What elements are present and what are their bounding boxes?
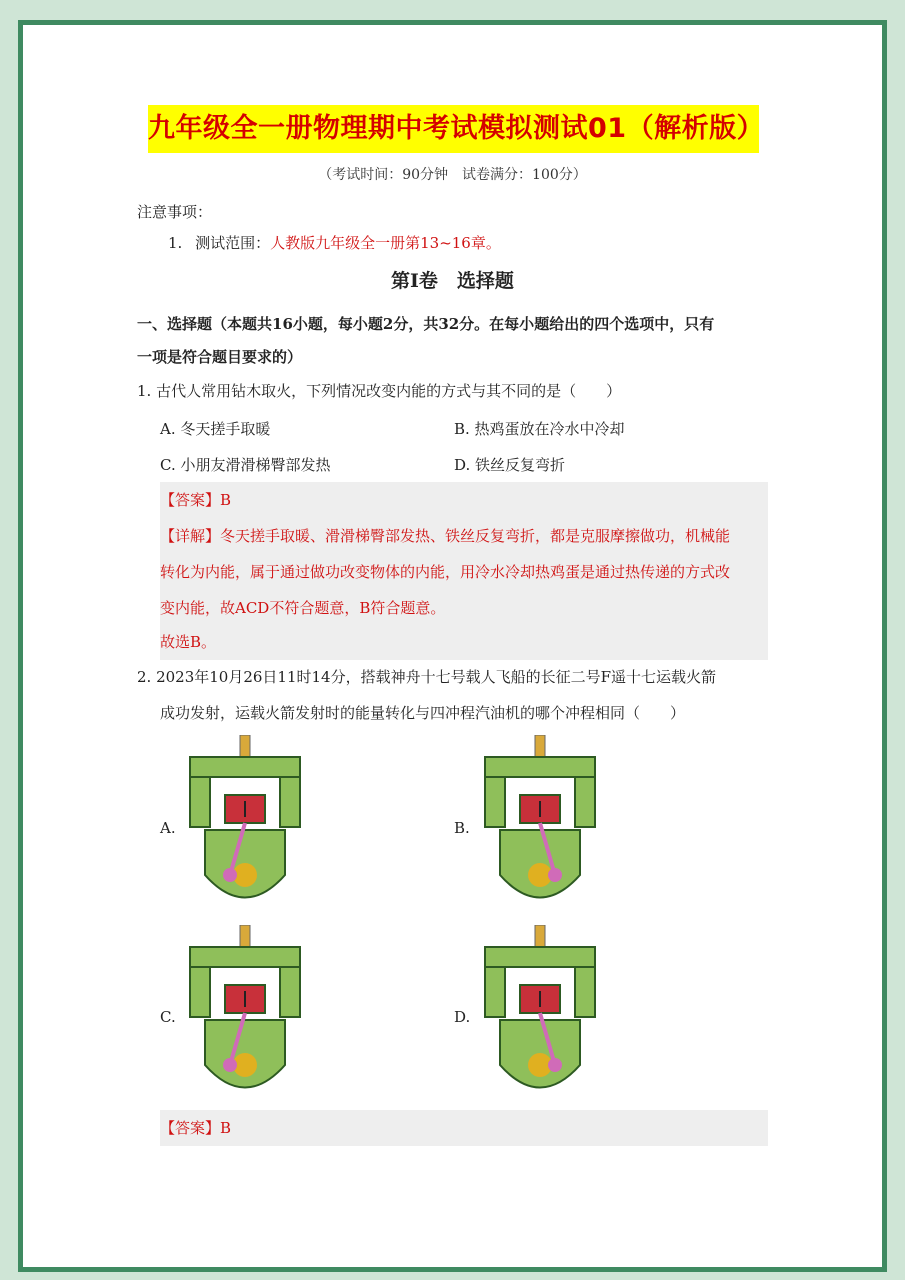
document-title: 九年级全一册物理期中考试模拟测试01（解析版） (148, 105, 759, 153)
question-2-stem-line1: 2. 2023年10月26日11时14分，搭载神舟十七号载人飞船的长征二号F遥十七运载火箭 (137, 668, 717, 686)
q1-option-c: C. 小朋友滑滑梯臀部发热 (160, 456, 331, 474)
engine-diagram-c (185, 925, 305, 1100)
q2-option-c-label: C. (160, 1008, 176, 1026)
notice-item-value: 人教版九年级全一册第13~16章。 (270, 234, 501, 252)
notice-heading: 注意事项： (137, 203, 213, 221)
q2-option-b-label: B. (454, 819, 470, 837)
section-title: 第Ⅰ卷 选择题 (391, 270, 514, 292)
q1-explain-line3: 变内能，故ACD不符合题意，B符合题意。 (160, 599, 446, 617)
engine-diagram-d (480, 925, 600, 1100)
q1-option-d: D. 铁丝反复弯折 (454, 456, 566, 474)
part-heading-line1: 一、选择题（本题共16小题，每小题2分，共32分。在每小题给出的四个选项中，只有 (137, 315, 715, 333)
q2-option-a-label: A. (160, 819, 176, 837)
exam-info: （考试时间：90分钟 试卷满分：100分） (318, 167, 587, 183)
q2-option-d-label: D. (454, 1008, 471, 1026)
q1-option-b: B. 热鸡蛋放在冷水中冷却 (454, 420, 625, 438)
notice-item (168, 232, 501, 254)
part-heading-line2: 一项是符合题目要求的） (137, 348, 303, 366)
q2-answer-box (160, 1110, 768, 1146)
q1-answer: 【答案】B (160, 491, 232, 509)
engine-diagram-a (185, 735, 305, 910)
engine-diagram-b (480, 735, 600, 910)
notice-item-label: 测试范围： (195, 234, 271, 252)
q1-option-a: A. 冬天搓手取暖 (160, 420, 271, 438)
question-1-stem: 1. 古代人常用钻木取火，下列情况改变内能的方式与其不同的是（ ） (137, 382, 622, 400)
question-2-stem-line2: 成功发射，运载火箭发射时的能量转化与四冲程汽油机的哪个冲程相同（ ） (160, 704, 686, 722)
q1-conclusion: 故选B。 (160, 633, 217, 651)
q1-explain-line1: 【详解】冬天搓手取暖、滑滑梯臀部发热、铁丝反复弯折，都是克服摩擦做功，机械能 (160, 527, 731, 545)
notice-item-number: 1. (168, 234, 183, 252)
q2-answer: 【答案】B (160, 1119, 232, 1137)
q1-explain-line2: 转化为内能，属于通过做功改变物体的内能，用冷水冷却热鸡蛋是通过热传递的方式改 (160, 563, 731, 581)
